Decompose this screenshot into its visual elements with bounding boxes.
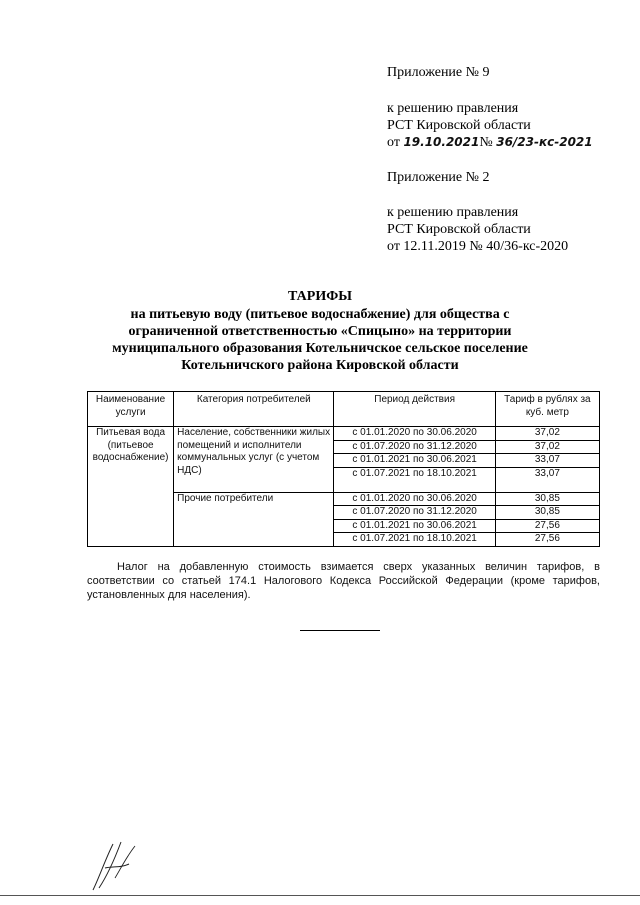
tariffs-table bbox=[87, 391, 600, 547]
period-cell: с 01.01.2020 по 30.06.2020 bbox=[334, 427, 495, 441]
table-row bbox=[88, 427, 600, 441]
tariff-cell: 33,07 bbox=[495, 454, 599, 468]
header-service: Наименование услуги bbox=[88, 392, 174, 427]
to-decision2-label: к решению правления bbox=[387, 205, 519, 220]
rst-label: РСТ Кировской области bbox=[387, 118, 531, 133]
period-cell: с 01.07.2021 по 18.10.2021 bbox=[334, 533, 495, 547]
period-cell: с 01.07.2021 по 18.10.2021 bbox=[334, 467, 495, 492]
category-cell-other: Прочие потребители bbox=[174, 492, 334, 546]
tariff-cell: 33,07 bbox=[495, 467, 599, 492]
signature-mark bbox=[85, 838, 145, 896]
title-line-1: на питьевую воду (питьевое водоснабжение) для общества с bbox=[130, 307, 510, 322]
handwritten-date: 19.10.2021 bbox=[403, 135, 480, 149]
tariff-cell: 27,56 bbox=[495, 519, 599, 533]
appendix2-number: Приложение № 2 bbox=[387, 170, 490, 185]
tariff-cell: 37,02 bbox=[495, 427, 599, 441]
period-cell: с 01.01.2021 по 30.06.2021 bbox=[334, 519, 495, 533]
rst2-label: РСТ Кировской области bbox=[387, 222, 531, 237]
header-tariff: Тариф в рублях за куб. метр bbox=[495, 392, 599, 427]
page-bottom-rule bbox=[0, 895, 640, 896]
header-category: Категория потребителей bbox=[174, 392, 334, 427]
period-cell: с 01.07.2020 по 31.12.2020 bbox=[334, 506, 495, 520]
from-prefix: от bbox=[387, 135, 400, 150]
title-line-2: ограниченной ответственностью «Спицыно» на территории bbox=[128, 324, 512, 339]
number-prefix: № bbox=[479, 135, 493, 150]
tariff-cell: 30,85 bbox=[495, 492, 599, 506]
vat-note: Налог на добавленную стоимость взимается сверх указанных величин тарифов, в соответствии со статьей 174.1 Налогового Кодекса Российской Федерации (кроме тарифов, установленных для населения). bbox=[87, 561, 600, 601]
title-line-3: муниципального образования Котельничское сельское поселение bbox=[112, 341, 528, 356]
title-line-4: Котельничского района Кировской области bbox=[181, 358, 459, 373]
header-period: Период действия bbox=[334, 392, 495, 427]
appendix-number: Приложение № 9 bbox=[387, 65, 490, 80]
tariff-cell: 30,85 bbox=[495, 506, 599, 520]
table-header-row bbox=[88, 392, 600, 427]
tariff-cell: 27,56 bbox=[495, 533, 599, 547]
to-decision-label: к решению правления bbox=[387, 101, 519, 116]
tariff-cell: 37,02 bbox=[495, 440, 599, 454]
decision2-date-line: от 12.11.2019 № 40/36-кс-2020 bbox=[387, 239, 569, 254]
separator-line bbox=[300, 630, 380, 631]
document-title: ТАРИФЫ bbox=[288, 289, 352, 304]
period-cell: с 01.07.2020 по 31.12.2020 bbox=[334, 440, 495, 454]
handwritten-number: 36/23-кс-2021 bbox=[496, 135, 593, 149]
period-cell: с 01.01.2021 по 30.06.2021 bbox=[334, 454, 495, 468]
category-cell-population: Население, собственники жилых помещений и исполнители коммунальных услуг (с учетом НДС) bbox=[174, 427, 334, 493]
decision-date-line bbox=[387, 134, 593, 151]
period-cell: с 01.01.2020 по 30.06.2020 bbox=[334, 492, 495, 506]
service-cell: Питьевая вода (питьевое водоснабжение) bbox=[88, 427, 174, 547]
